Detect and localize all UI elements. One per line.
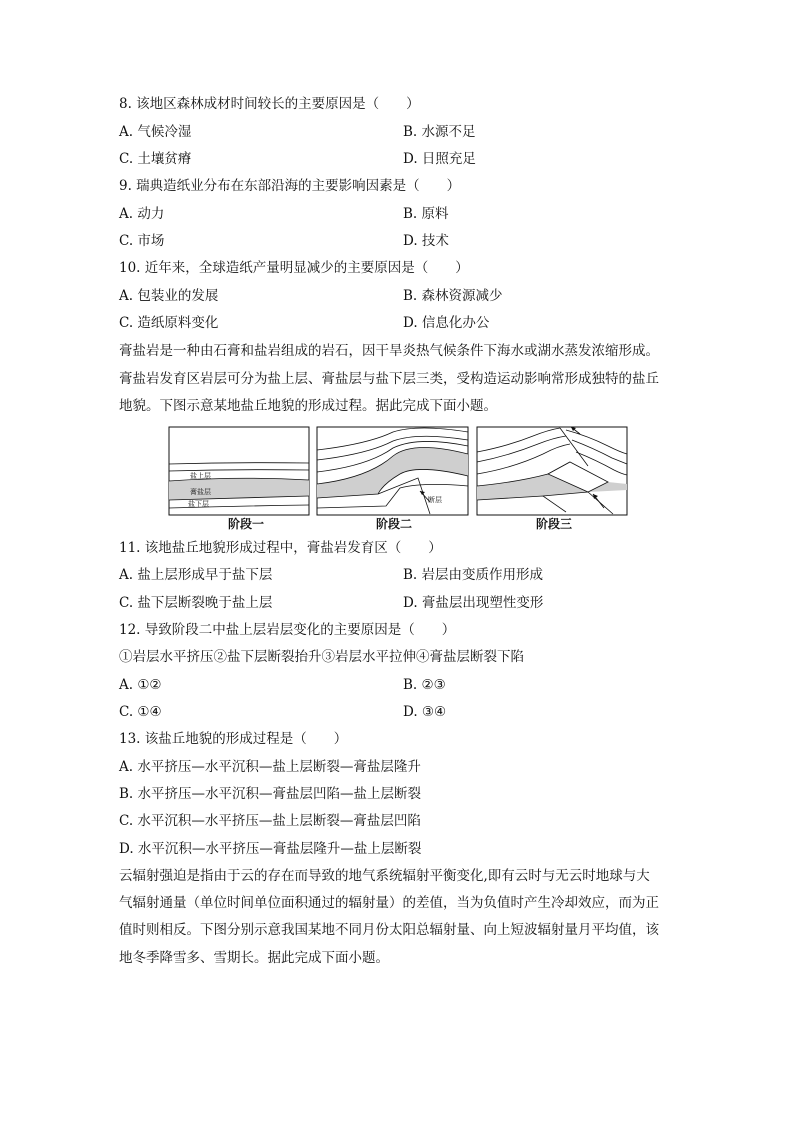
caption-stage-2: 阶段二	[376, 517, 413, 531]
q12-option-b: B. ②③	[403, 677, 446, 693]
q13-option-c: C. 水平沉积—水平挤压—盐上层断裂—膏盐层凹陷	[119, 813, 421, 829]
q8-stem: 8. 该地区森林成材时间较长的主要原因是（ ）	[119, 96, 420, 112]
q13-option-d: D. 水平沉积—水平挤压—膏盐层隆升—盐上层断裂	[119, 841, 422, 857]
stage-3-panel	[477, 427, 627, 515]
q9-option-c: C. 市场	[119, 233, 165, 249]
q10-stem: 10. 近年来，全球造纸产量明显减少的主要原因是（ ）	[119, 260, 469, 276]
q12-stem: 12. 导致阶段二中盐上层岩层变化的主要原因是（ ）	[119, 622, 456, 638]
label-gypsum-layer: 膏盐层	[190, 488, 211, 496]
q10-option-a: A. 包装业的发展	[119, 288, 219, 304]
q12-option-c: C. ①④	[119, 704, 162, 720]
label-upper-layer: 盐上层	[190, 472, 211, 480]
passage2-line-3: 值时则相反。下图分别示意我国某地不同月份太阳总辐射量、向上短波辐射量月平均值，该	[119, 922, 659, 938]
q9-stem: 9. 瑞典造纸业分布在东部沿海的主要影响因素是（ ）	[119, 178, 461, 194]
passage2-line-1: 云辐射强迫是指由于云的存在而导致的地气系统辐射平衡变化,即有云时与无云时地球与大	[119, 868, 650, 884]
q8-option-a: A. 气候冷湿	[119, 124, 192, 140]
q8-option-c: C. 土壤贫瘠	[119, 151, 192, 167]
q11-option-d: D. 膏盐层出现塑性变形	[403, 595, 544, 611]
q11-option-a: A. 盐上层形成早于盐下层	[119, 567, 273, 583]
stage-1-panel	[169, 427, 309, 515]
q10-option-b: B. 森林资源减少	[403, 288, 503, 304]
q12-option-a: A. ①②	[119, 677, 162, 693]
passage2-line-4: 地冬季降雪多、雪期长。据此完成下面小题。	[119, 950, 389, 966]
label-fault: 断层	[428, 496, 442, 504]
passage1-line-2: 膏盐岩发育区岩层可分为盐上层、膏盐层与盐下层三类，受构造运动影响常形成独特的盐丘	[119, 371, 659, 387]
q13-option-b: B. 水平挤压—水平沉积—膏盐层凹陷—盐上层断裂	[119, 786, 422, 802]
q11-option-c: C. 盐下层断裂晚于盐上层	[119, 595, 273, 611]
q12-choices: ①岩层水平挤压②盐下层断裂抬升③岩层水平拉伸④膏盐层断裂下陷	[119, 649, 524, 665]
q13-stem: 13. 该盐丘地貌的形成过程是（ ）	[119, 731, 348, 747]
passage1-line-1: 膏盐岩是一种由石膏和盐岩组成的岩石，因干旱炎热气候条件下海水或湖水蒸发浓缩形成。	[119, 343, 659, 359]
passage2-line-2: 气辐射通量（单位时间单位面积通过的辐射量）的差值，当为负值时产生冷却效应，而为正	[119, 895, 659, 911]
q11-stem: 11. 该地盐丘地貌形成过程中，膏盐岩发育区（ ）	[119, 540, 442, 556]
q9-option-d: D. 技术	[403, 233, 449, 249]
q8-option-d: D. 日照充足	[403, 151, 476, 167]
q13-option-a: A. 水平挤压—水平沉积—盐上层断裂—膏盐层隆升	[119, 759, 421, 775]
q9-option-b: B. 原料	[403, 206, 449, 222]
q10-option-d: D. 信息化办公	[403, 315, 490, 331]
stage-2-panel	[317, 427, 468, 515]
q10-option-c: C. 造纸原料变化	[119, 315, 219, 331]
q9-option-a: A. 动力	[119, 206, 165, 222]
q12-option-d: D. ③④	[403, 704, 447, 720]
q11-option-b: B. 岩层由变质作用形成	[403, 567, 544, 583]
caption-stage-3: 阶段三	[536, 517, 573, 531]
passage1-line-3: 地貌。下图示意某地盐丘地貌的形成过程。据此完成下面小题。	[119, 398, 497, 414]
caption-stage-1: 阶段一	[228, 517, 265, 531]
label-lower-layer: 盐下层	[188, 500, 209, 508]
q8-option-b: B. 水源不足	[403, 124, 476, 140]
